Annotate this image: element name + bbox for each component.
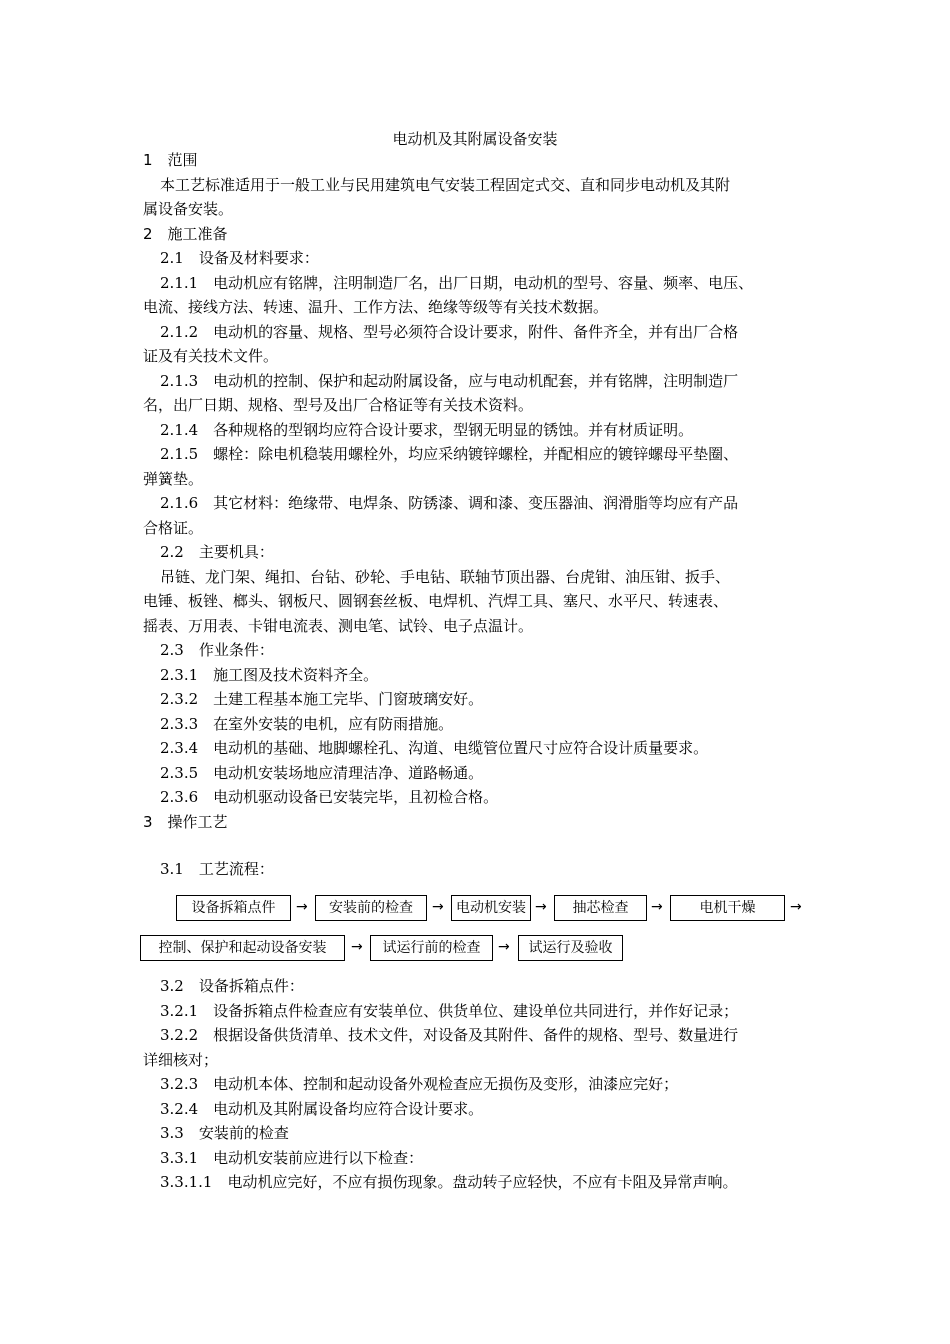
text-line: 3.2.3 电动机本体、控制和起动设备外观检查应无损伤及变形，油漆应完好；	[160, 1075, 679, 1093]
text-line: 2.3.3 在室外安装的电机，应有防雨措施。	[160, 714, 454, 733]
text-line: 3.2.1 设备拆箱点件检查应有安装单位、供货单位、建设单位共同进行，并作好记录；	[160, 1001, 739, 1020]
document-title: 电动机及其附属设备安装	[392, 130, 558, 148]
text-line: 2.3.6 电动机驱动设备已安装完毕，且初检合格。	[160, 788, 499, 806]
text-line: 属设备安装。	[143, 200, 234, 218]
text-line: 2.1.2 电动机的容量、规格、型号必须符合设计要求，附件、备件齐全，并有出厂合格	[160, 322, 739, 341]
text-line: 2.1.3 电动机的控制、保护和起动附属设备，应与电动机配套，并有铭牌，注明制造厂	[160, 371, 739, 390]
text-line: 3.3.1.1 电动机应完好，不应有损伤现象。盘动转子应轻快，不应有卡阻及异常声响。	[160, 1173, 738, 1191]
flow-step-unpack: 设备拆箱点件	[176, 895, 291, 921]
flow-step-trial-run: 试运行及验收	[518, 935, 623, 961]
section-heading: 1 范围	[143, 151, 198, 169]
text-line: 2.3.1 施工图及技术资料齐全。	[160, 665, 379, 684]
text-line: 详细核对；	[143, 1050, 219, 1069]
text-line: 吊链、龙门架、绳扣、台钻、砂轮、手电钻、联轴节顶出器、台虎钳、油压钳、扳手、	[160, 567, 731, 586]
section-heading: 2 施工准备	[143, 224, 228, 243]
flow-arrow-icon: →	[296, 899, 308, 915]
flow-arrow-icon: →	[351, 939, 363, 955]
flow-arrow-icon: →	[498, 939, 510, 955]
text-line: 2.1.1 电动机应有铭牌，注明制造厂名，出厂日期，电动机的型号、容量、频率、电压、	[160, 273, 754, 292]
flow-step-drying: 电机干燥	[670, 895, 785, 921]
flow-arrow-icon: →	[790, 899, 802, 915]
text-line: 2.3 作业条件：	[160, 641, 274, 659]
text-line: 2.1.5 螺栓：除电机稳装用螺栓外，均应采纳镀锌螺栓，并配相应的镀锌螺母平垫圈、	[160, 445, 739, 463]
text-line: 3.2 设备拆箱点件：	[160, 977, 304, 995]
text-line: 2.1.6 其它材料：绝缘带、电焊条、防锈漆、调和漆、变压器油、润滑脂等均应有产品	[160, 494, 739, 512]
text-line: 电流、接线方法、转速、温升、工作方法、绝缘等级等有关技术数据。	[143, 298, 609, 316]
flow-step-control-install: 控制、保护和起动设备安装	[140, 935, 345, 961]
section-heading: 3 操作工艺	[143, 812, 228, 831]
flow-label: 3.1 工艺流程：	[160, 860, 274, 878]
text-line: 2.3.4 电动机的基础、地脚螺栓孔、沟道、电缆管位置尺寸应符合设计质量要求。	[160, 739, 709, 757]
flow-step-precheck: 安装前的检查	[315, 895, 427, 921]
flow-step-pre-run-check: 试运行前的检查	[370, 935, 493, 961]
text-line: 2.3.5 电动机安装场地应清理洁净、道路畅通。	[160, 763, 484, 782]
flow-step-core-check: 抽芯检查	[554, 895, 647, 921]
text-line: 2.1 设备及材料要求：	[160, 249, 319, 267]
text-line: 2.2 主要机具：	[160, 543, 274, 561]
text-line: 2.1.4 各种规格的型钢均应符合设计要求，型钢无明显的锈蚀。并有材质证明。	[160, 420, 694, 439]
flow-arrow-icon: →	[535, 899, 547, 915]
flow-arrow-icon: →	[432, 899, 444, 915]
text-line: 3.2.2 根据设备供货清单、技术文件，对设备及其附件、备件的规格、型号、数量进行	[160, 1026, 739, 1044]
flow-arrow-icon: →	[651, 899, 663, 915]
text-line: 证及有关技术文件。	[143, 347, 279, 365]
text-line: 合格证。	[143, 518, 204, 537]
text-line: 3.3.1 电动机安装前应进行以下检查：	[160, 1148, 424, 1167]
flow-step-motor-install: 电动机安装	[451, 895, 531, 921]
text-line: 2.3.2 土建工程基本施工完毕、门窗玻璃安好。	[160, 690, 484, 708]
text-line: 弹簧垫。	[143, 469, 204, 488]
text-line: 本工艺标准适用于一般工业与民用建筑电气安装工程固定式交、直和同步电动机及其附	[160, 175, 731, 194]
text-line: 摇表、万用表、卡钳电流表、测电笔、试铃、电子点温计。	[143, 616, 534, 635]
text-line: 3.3 安装前的检查	[160, 1124, 289, 1142]
text-line: 名，出厂日期、规格、型号及出厂合格证等有关技术资料。	[143, 396, 534, 414]
text-line: 3.2.4 电动机及其附属设备均应符合设计要求。	[160, 1099, 484, 1118]
text-line: 电锤、板锉、榔头、钢板尺、圆钢套丝板、电焊机、汽焊工具、塞尺、水平尺、转速表、	[143, 592, 729, 610]
